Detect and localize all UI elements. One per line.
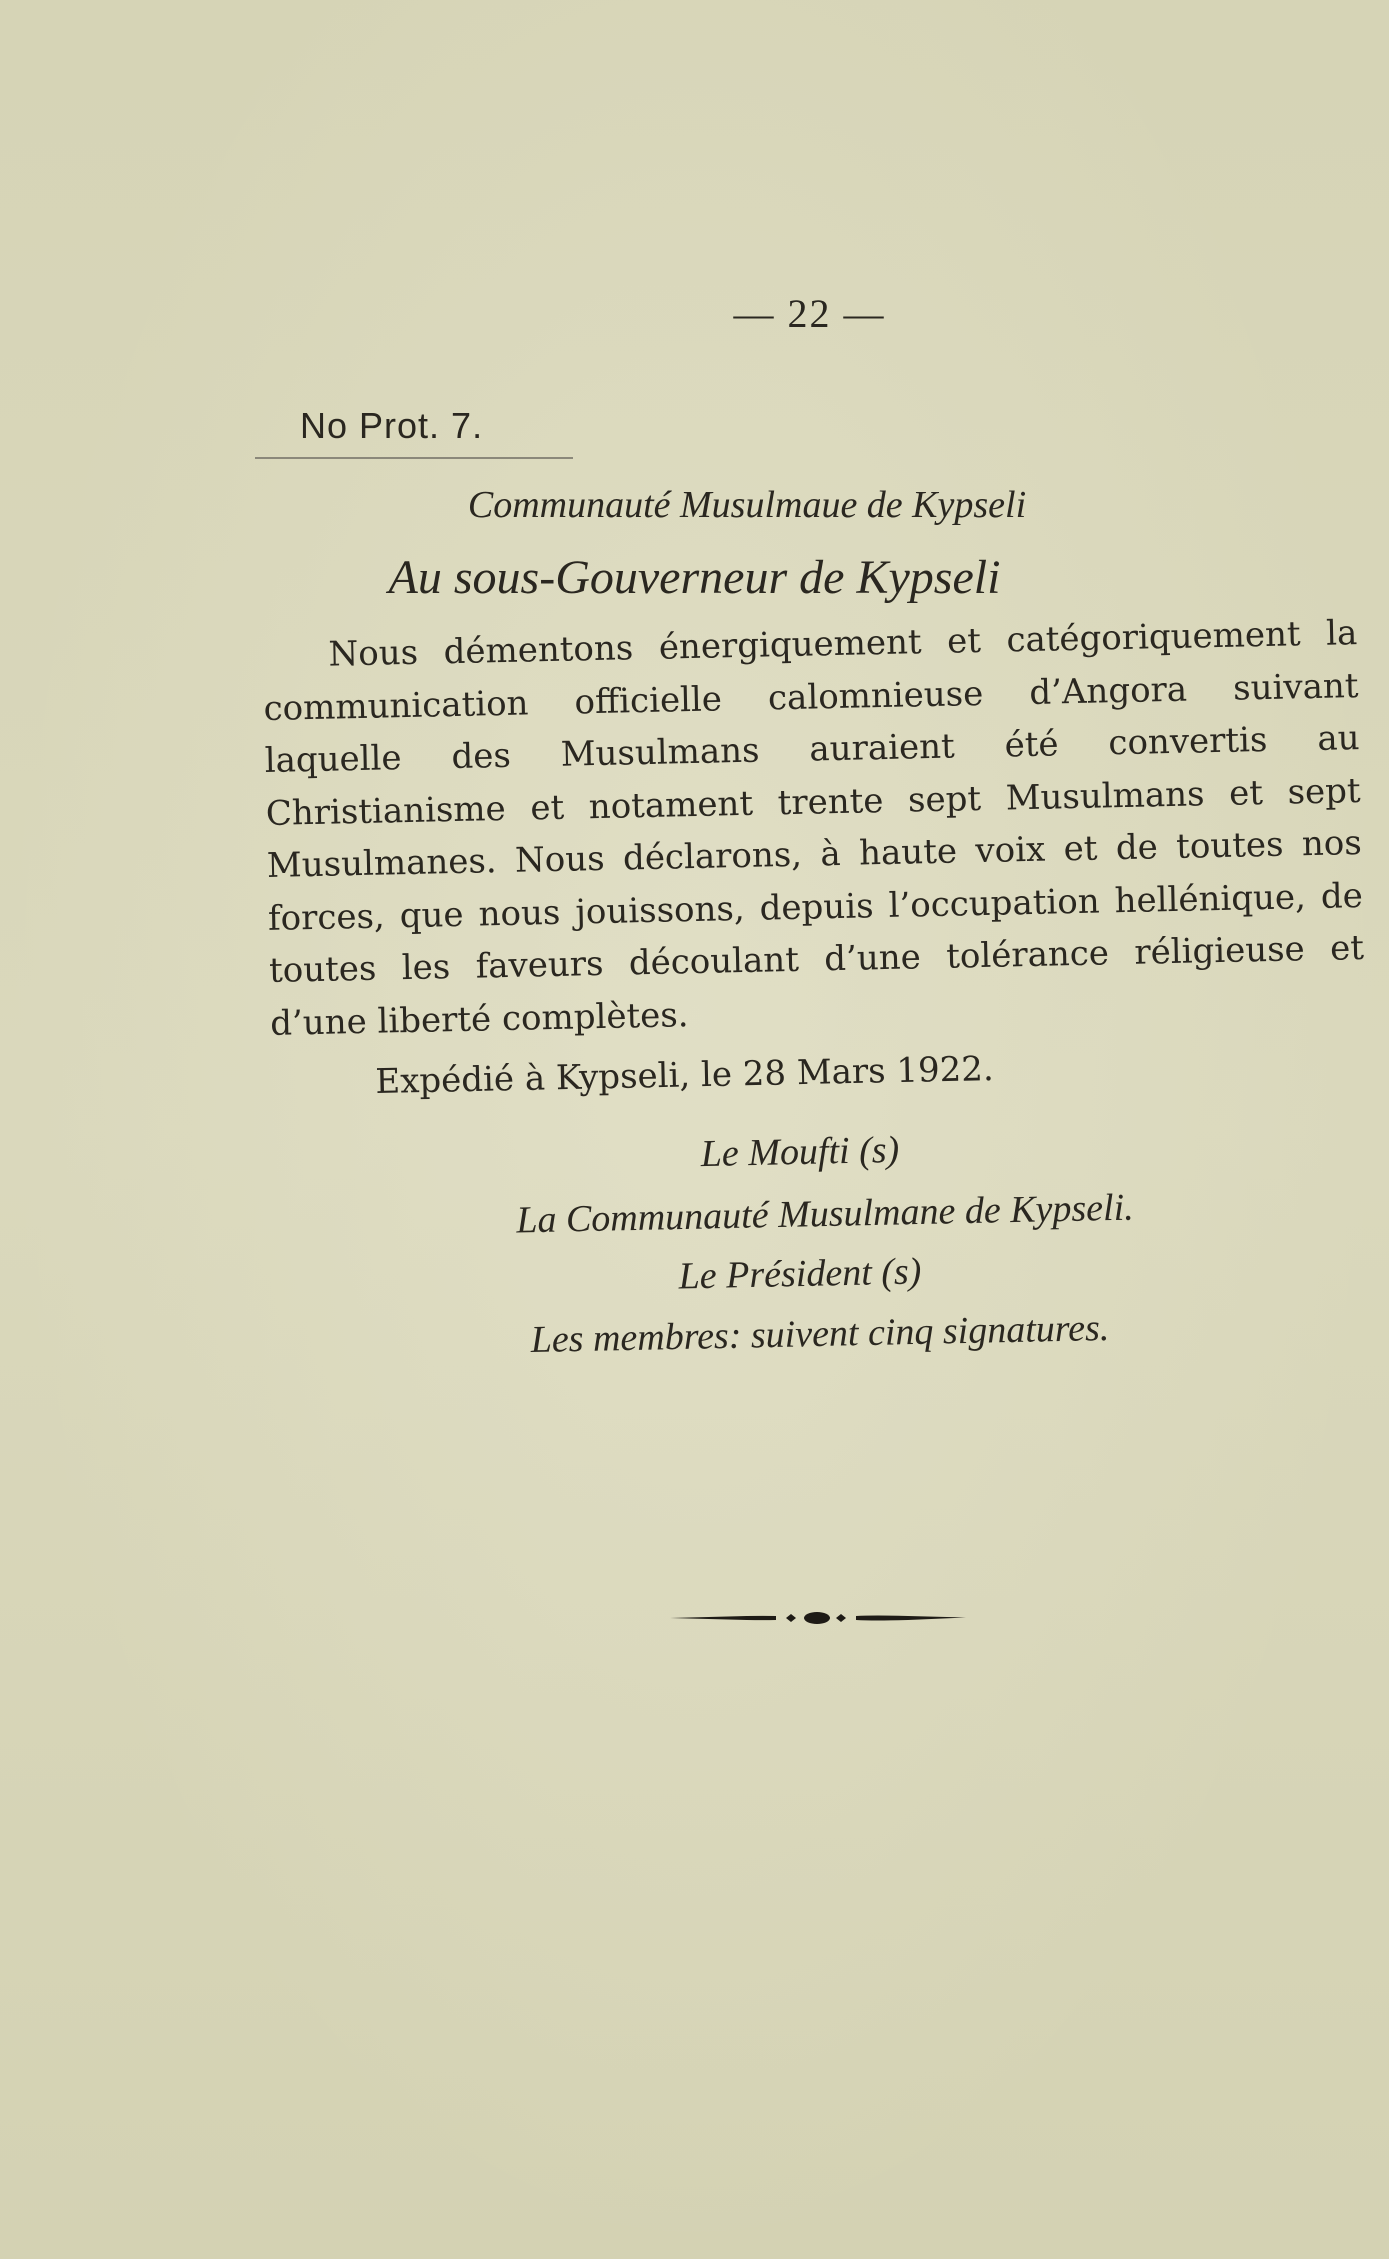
protocol-underline	[255, 457, 573, 459]
letter-paragraph: Nous démentons énergiquement et catégoriquement la communication officielle calomnieuse d’Angora suivant laquelle des Musulmans auraient été convertis au Christianisme et notament trente sept Musulmans et sept Musulmanes. Nous déclarons, à haute voix et de toutes nos forces, que nous jouissons, depuis l’occupation hellénique, de toutes les faveurs découlant d’une tolérance réligieuse et d’une liberté complètes.	[263, 613, 1365, 1044]
sender-heading: Communauté Musulmaue de Kypseli	[467, 484, 1027, 526]
protocol-number: No Prot. 7.	[300, 405, 484, 446]
letter-body	[262, 607, 1366, 1050]
page-number: — 22 —	[733, 291, 886, 336]
signature-members: Les membres: suivent cinq signatures.	[530, 1306, 1110, 1362]
dateline: Expédié à Kypseli, le 28 Mars 1922.	[375, 1049, 995, 1102]
decorative-rule-ornament-icon	[668, 1605, 968, 1629]
signature-moufti: Le Moufti (s)	[700, 1128, 900, 1176]
recipient-heading: Au sous-Gouverneur de Kypseli	[388, 551, 1001, 604]
signature-president: Le Président (s)	[678, 1250, 922, 1298]
signature-community: La Communauté Musulmane de Kypseli.	[515, 1186, 1135, 1242]
